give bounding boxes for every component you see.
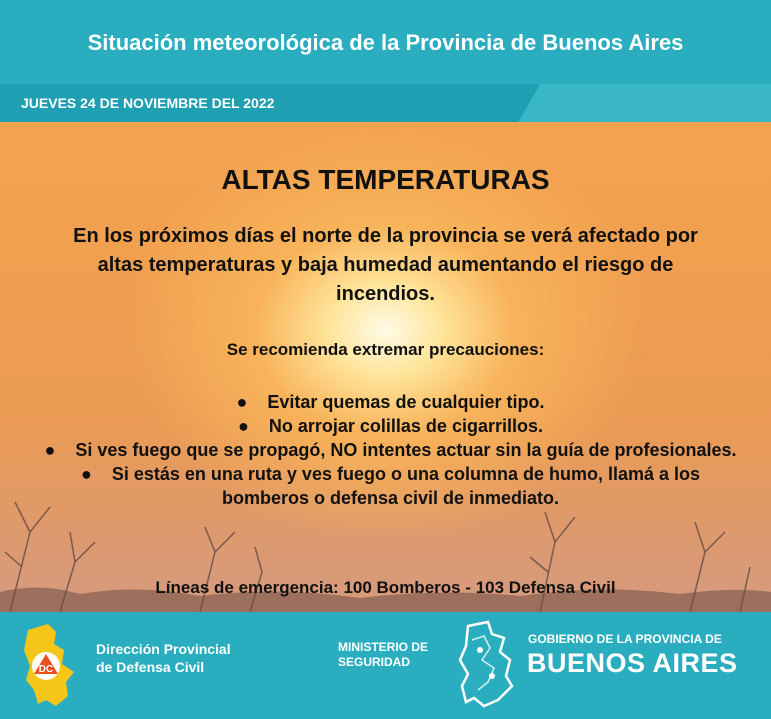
main-content [0, 122, 771, 612]
dc-name [96, 640, 231, 676]
list-item-text: Si estás en una ruta y ves fuego o una columna de humo, llamá a los bomberos o defensa civil de inmediato. [111, 464, 701, 508]
alert-intro: En los próximos días el norte de la provincia se verá afectado por altas temperaturas y baja humedad aumentando el riesgo de incendios. [73, 225, 698, 305]
alert-heading: ALTAS TEMPERATURAS [221, 164, 550, 195]
page-title: Situación meteorológica de la Provincia de Buenos Aires [87, 30, 684, 55]
list-item: ● Si ves fuego que se propagó, NO intentes actuar sin la guía de profesionales. [44, 440, 737, 460]
date-label: JUEVES 24 DE NOVIEMBRE DEL 2022 [21, 95, 275, 111]
header-bar [0, 0, 771, 84]
province-name: BUENOS AIRES [527, 648, 738, 678]
date-band [0, 84, 771, 122]
list-item: ● Si estás en una ruta y ves fuego o una columna de humo, llamá a los bomberos o defensa civil de inmediato. [80, 464, 701, 508]
ministry-line1: MINISTERIO DE [338, 640, 429, 654]
emergency-lines: Líneas de emergencia: 100 Bomberos - 103 Defensa Civil [155, 578, 616, 597]
dc-badge-text: DC [38, 664, 54, 675]
list-item: ● Evitar quemas de cualquier tipo. [236, 392, 545, 412]
defensa-civil-logo-icon [20, 620, 82, 710]
list-item-text: No arrojar colillas de cigarrillos. [268, 416, 543, 436]
ministry-line2: SEGURIDAD [338, 655, 411, 669]
province-map-icon [458, 620, 514, 708]
ministry-name [338, 640, 428, 670]
footer [0, 612, 771, 719]
government-label: GOBIERNO DE LA PROVINCIA DE [528, 632, 722, 646]
dc-name-line2: de Defensa Civil [96, 659, 205, 675]
list-item-text: Evitar quemas de cualquier tipo. [267, 392, 545, 412]
recommendation-label: Se recomienda extremar precauciones: [226, 340, 545, 359]
list-item: ● No arrojar colillas de cigarrillos. [238, 416, 543, 436]
dc-name-line1: Dirección Provincial [96, 641, 231, 657]
list-item-text: Si ves fuego que se propagó, NO intentes actuar sin la guía de profesionales. [75, 440, 737, 460]
precaution-list [40, 390, 741, 510]
